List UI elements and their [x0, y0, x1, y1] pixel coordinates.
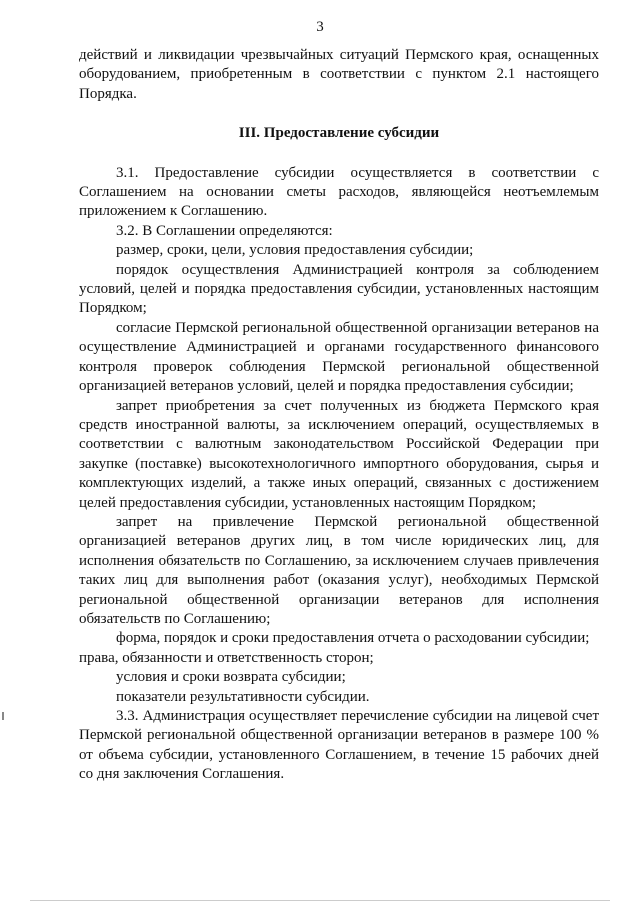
paragraph-3-3: 3.3. Администрация осуществляет перечисление субсидии на лицевой счет Пермской региональной общественной организации ветеранов в размере 100 % от объема субсидии, установленного Соглашением, в течение 15 рабочих дней со дня заключения Соглашения. — [79, 708, 599, 783]
list-item-third-party-ban: запрет на привлечение Пермской региональной общественной организацией ветеранов других лиц, в том числе юридических лиц, для исполнения обязательств по Соглашению, за исключением случаев привлечения таких лиц для выполнения работ (оказания услуг), необходимых Пермской региональной общественной организации ветеранов для исполнения обязательств по Соглашению; — [79, 513, 599, 627]
list-item-refund-terms: условия и сроки возврата субсидии; — [116, 669, 346, 686]
list-item-performance-indicators: показатели результативности субсидии. — [116, 688, 370, 705]
paragraph-3-1: 3.1. Предоставление субсидии осуществляется в соответствии с Соглашением на основании сметы расходов, являющейся неотъемлемым приложением к Соглашению. — [79, 164, 599, 220]
page-number: 3 — [316, 19, 324, 35]
paragraph-3-2: 3.2. В Соглашении определяются: — [116, 222, 333, 239]
list-item-size-terms: размер, сроки, цели, условия предоставления субсидии; — [116, 242, 474, 259]
list-item-rights: права, обязанности и ответственность сторон; — [79, 649, 374, 666]
section-heading: III. Предоставление субсидии — [238, 125, 440, 142]
list-item-control-procedure: порядок осуществления Администрацией контроля за соблюдением условий, целей и порядка предоставления субсидии, установленных настоящим Порядком; — [79, 261, 599, 317]
list-item-report-form: форма, порядок и сроки предоставления отчета о расходовании субсидии; — [116, 630, 590, 647]
list-item-consent-audits: согласие Пермской региональной общественной организации ветеранов на осуществление Администрацией и органами государственного финансового контроля проверок соблюдения Пермской региональной общественной организацией ветеранов условий, целей и порядка предоставления субсидии; — [79, 319, 599, 395]
list-item-currency-ban: запрет приобретения за счет полученных из бюджета Пермского края средств иностранной валюты, за исключением операций, осуществляемых в соответствии с валютным законодательством Российской Федерации при закупке (поставке) высокотехнологичного импортного оборудования, сырья и комплектующих изделий, а также иных операций, связанных с достижением целей предоставления субсидии, установленных настоящим Порядком; — [79, 397, 599, 511]
scan-edge-line — [30, 900, 610, 901]
scan-mark — [2, 712, 4, 720]
paragraph-continuation: действий и ликвидации чрезвычайных ситуаций Пермского края, оснащенных оборудованием, приобретенным в соответствии с пунктом 2.1 настоящего Порядка. — [79, 47, 599, 102]
document-body — [79, 46, 599, 785]
